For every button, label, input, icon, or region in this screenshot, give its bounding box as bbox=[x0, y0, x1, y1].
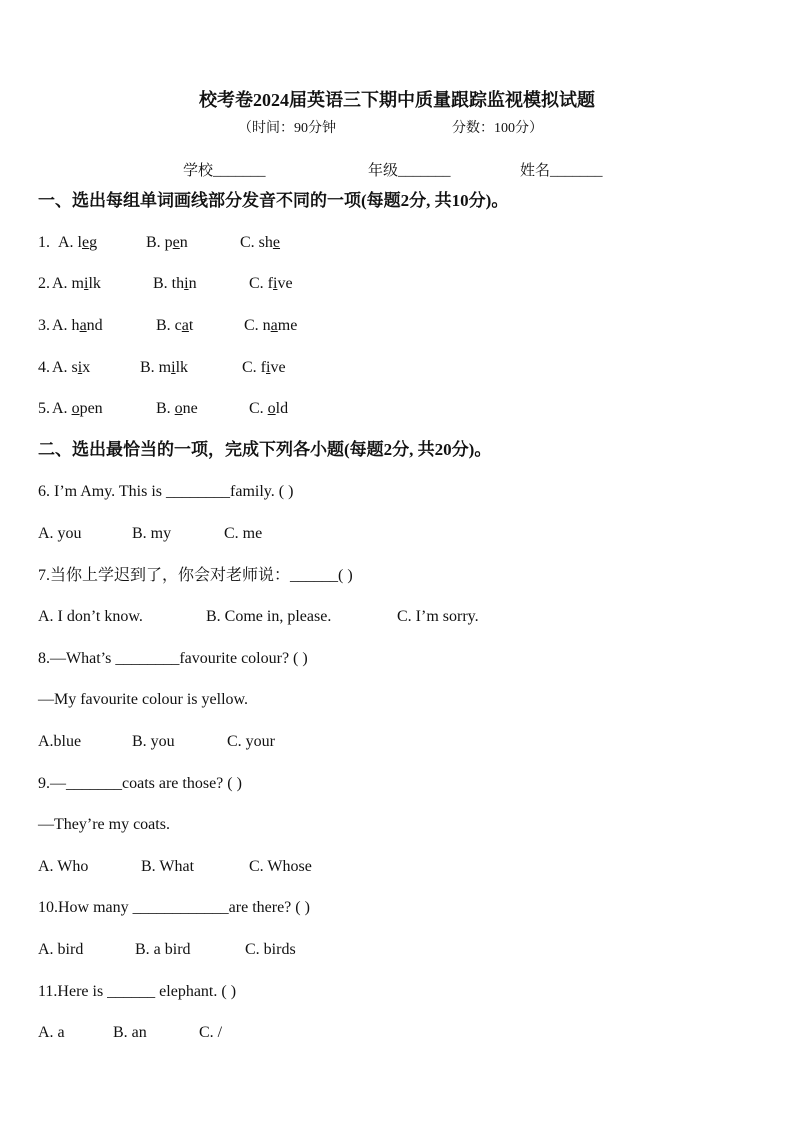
question-9-reply: —They’re my coats. bbox=[38, 816, 170, 833]
option-a: A. six bbox=[52, 359, 91, 376]
option-a: A. a bbox=[38, 1024, 65, 1041]
question-number: 4. bbox=[38, 359, 50, 376]
option-c: C. Whose bbox=[249, 858, 312, 875]
option-a: A. you bbox=[38, 525, 82, 542]
option-a: A. milk bbox=[52, 275, 101, 292]
question-8-reply: —My favourite colour is yellow. bbox=[38, 691, 249, 708]
option-a: A. hand bbox=[52, 317, 103, 334]
question-7-options bbox=[38, 607, 479, 627]
grade-field: 年级_______ bbox=[368, 163, 451, 179]
school-field: 学校_______ bbox=[183, 163, 266, 179]
option-a: A. Who bbox=[38, 858, 89, 875]
page-title: 校考卷2024届英语三下期中质量跟踪监视模拟试题 bbox=[199, 90, 595, 110]
option-a: A.blue bbox=[38, 733, 82, 750]
question-1 bbox=[38, 233, 281, 253]
question-number: 1. bbox=[38, 234, 50, 251]
option-b: B. one bbox=[156, 400, 198, 417]
question-6-stem: 6. I’m Amy. This is ________family. ( ) bbox=[38, 483, 294, 500]
option-a: A. leg bbox=[58, 234, 98, 251]
question-5 bbox=[38, 399, 289, 419]
option-c: C. name bbox=[244, 317, 298, 334]
option-c: C. five bbox=[242, 359, 286, 376]
option-b: B. an bbox=[113, 1024, 147, 1041]
option-b: B. milk bbox=[140, 359, 189, 376]
question-3 bbox=[38, 316, 298, 336]
option-a: A. open bbox=[52, 400, 103, 417]
option-b: B. pen bbox=[146, 234, 188, 251]
question-7-stem: 7.当你上学迟到了，你会对老师说：______( ) bbox=[38, 567, 353, 584]
section1-heading: 一、选出每组单词画线部分发音不同的一项(每题2分, 共10分)。 bbox=[38, 191, 509, 210]
option-b: B. cat bbox=[156, 317, 194, 334]
exam-score: 分数：100分） bbox=[452, 121, 543, 136]
question-9-stem: 9.—_______coats are those? ( ) bbox=[38, 775, 242, 792]
option-b: B. you bbox=[132, 733, 175, 750]
name-field: 姓名_______ bbox=[520, 163, 603, 179]
question-10-stem: 10.How many ____________are there? ( ) bbox=[38, 899, 310, 916]
option-c: C. she bbox=[240, 234, 281, 251]
question-10-options bbox=[38, 940, 296, 960]
question-4 bbox=[38, 358, 286, 378]
question-number: 3. bbox=[38, 317, 50, 334]
question-9-options bbox=[38, 857, 312, 877]
option-b: B. What bbox=[141, 858, 195, 875]
section2-heading: 二、选出最恰当的一项，完成下列各小题(每题2分, 共20分)。 bbox=[38, 440, 492, 459]
option-b: B. Come in, please. bbox=[206, 608, 332, 625]
option-b: B. my bbox=[132, 525, 172, 542]
option-c: C. five bbox=[249, 275, 293, 292]
option-c: C. your bbox=[227, 733, 275, 750]
option-b: B. thin bbox=[153, 275, 197, 292]
option-a: A. bird bbox=[38, 941, 84, 958]
question-2 bbox=[38, 274, 293, 294]
option-a: A. I don’t know. bbox=[38, 608, 143, 625]
question-8-options bbox=[38, 732, 275, 752]
option-c: C. / bbox=[199, 1024, 223, 1041]
exam-time: （时间：90分钟 bbox=[238, 121, 336, 136]
question-6-options bbox=[38, 524, 263, 544]
question-8-stem: 8.—What’s ________favourite colour? ( ) bbox=[38, 650, 308, 667]
option-b: B. a bird bbox=[135, 941, 191, 958]
question-11-options bbox=[38, 1023, 223, 1043]
question-11-stem: 11.Here is ______ elephant. ( ) bbox=[38, 983, 237, 1000]
option-c: C. old bbox=[249, 400, 289, 417]
option-c: C. me bbox=[224, 525, 263, 542]
option-c: C. I’m sorry. bbox=[397, 608, 479, 625]
question-number: 5. bbox=[38, 400, 50, 417]
question-number: 2. bbox=[38, 275, 50, 292]
option-c: C. birds bbox=[245, 941, 296, 958]
